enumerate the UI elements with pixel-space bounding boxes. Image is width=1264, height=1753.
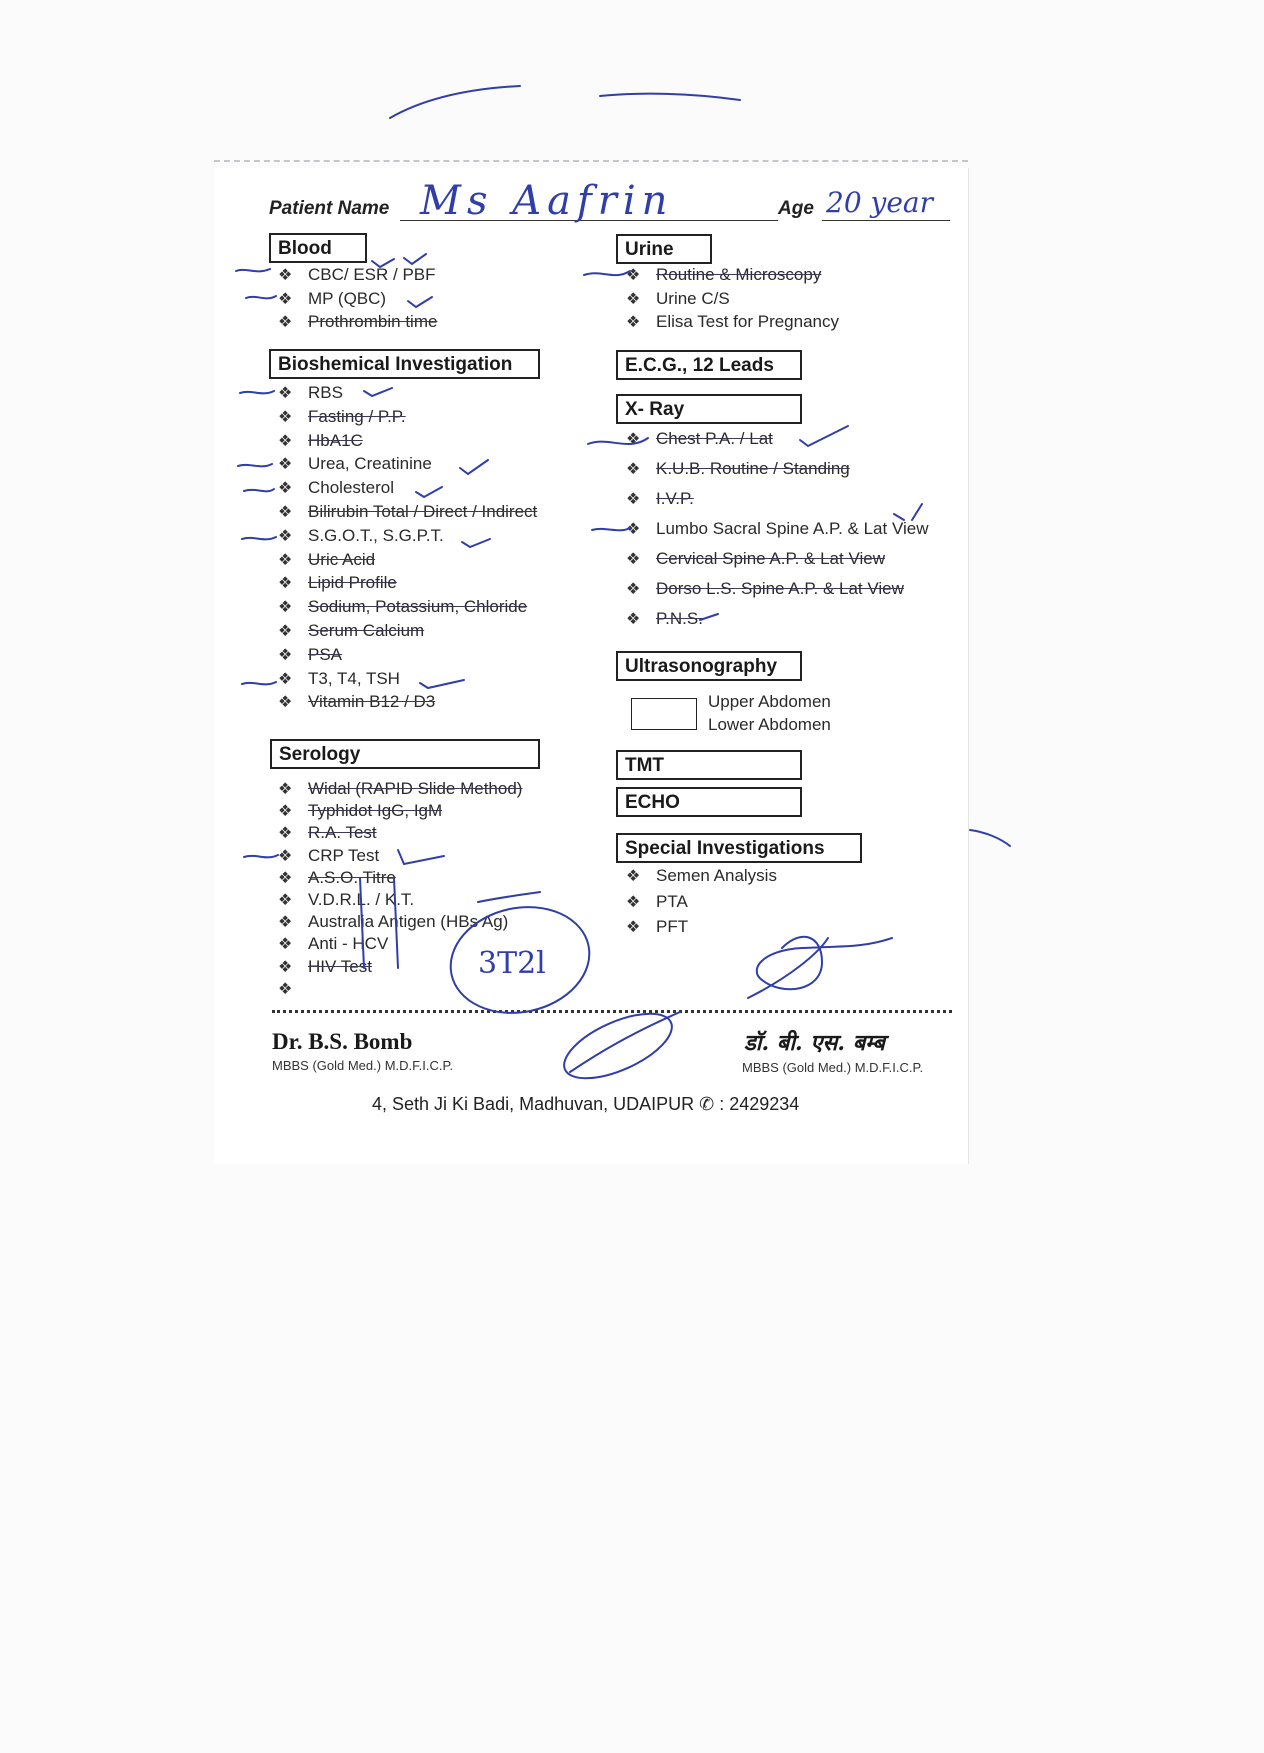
patient-name-label: Patient Name: [269, 198, 390, 219]
list-item-label: Lumbo Sacral Spine A.P. & Lat View: [656, 519, 929, 538]
list-item-label: Urea, Creatinine: [308, 454, 432, 473]
usg-lower-abdomen: Lower Abdomen: [708, 715, 831, 734]
diamond-bullet-icon: ❖: [278, 480, 293, 497]
diamond-bullet-icon: ❖: [278, 914, 293, 931]
list-item: [278, 407, 406, 427]
list-item-label: Prothrombin time: [308, 312, 438, 331]
diamond-bullet-icon: ❖: [278, 552, 293, 569]
list-item: [278, 597, 527, 617]
list-item: [278, 912, 508, 932]
patient-name-value: Ms Aafrin: [420, 178, 674, 224]
list-item: [278, 934, 388, 954]
list-item: [278, 801, 442, 821]
clinic-address: 4, Seth Ji Ki Badi, Madhuvan, UDAIPUR ✆ : 2429234: [372, 1094, 800, 1114]
diamond-bullet-icon: ❖: [626, 491, 641, 508]
list-item-label: Widal (RAPID Slide Method): [308, 779, 523, 798]
list-item: [626, 519, 929, 539]
diamond-bullet-icon: ❖: [626, 461, 641, 478]
list-item-label: V.D.R.L. / K.T.: [308, 890, 415, 909]
section-urine: Urine: [616, 234, 712, 264]
list-item: [626, 289, 730, 309]
diamond-bullet-icon: ❖: [278, 936, 293, 953]
list-item-label: HbA1C: [308, 431, 363, 450]
list-item: [626, 892, 688, 912]
list-item: [626, 579, 904, 599]
doctor-name: Dr. B.S. Bomb: [272, 1029, 413, 1054]
ultrasound-checkbox: [631, 698, 697, 730]
diamond-bullet-icon: ❖: [278, 981, 293, 998]
list-item: [278, 868, 396, 888]
section-special-investigations: Special Investigations: [616, 833, 862, 863]
diamond-bullet-icon: ❖: [278, 433, 293, 450]
list-item: [278, 265, 436, 285]
list-item: [278, 779, 522, 799]
diamond-bullet-icon: ❖: [278, 803, 293, 820]
diamond-bullet-icon: ❖: [278, 647, 293, 664]
diamond-bullet-icon: ❖: [278, 694, 293, 711]
diamond-bullet-icon: ❖: [278, 409, 293, 426]
list-item: [278, 846, 379, 866]
list-item: [626, 609, 703, 629]
diamond-bullet-icon: ❖: [626, 521, 641, 538]
list-item: [626, 917, 688, 937]
stray-pen-stroke: [970, 830, 1010, 846]
diamond-bullet-icon: ❖: [278, 623, 293, 640]
list-item-label: Cholesterol: [308, 478, 394, 497]
list-item: [278, 502, 537, 522]
doctor-qualification-left: MBBS (Gold Med.) M.D.F.I.C.P.: [272, 1058, 454, 1073]
section-serology: Serology: [270, 739, 540, 769]
list-item: [278, 621, 424, 641]
diamond-bullet-icon: ❖: [626, 267, 641, 284]
list-item-label: T3, T4, TSH: [308, 669, 400, 688]
list-item-label: HIV Test: [308, 957, 372, 976]
list-item-label: S.G.O.T., S.G.P.T.: [308, 526, 444, 545]
diamond-bullet-icon: ❖: [278, 314, 293, 331]
list-item-label: Fasting / P.P.: [308, 407, 406, 426]
list-item-label: CRP Test: [308, 846, 380, 865]
diamond-bullet-icon: ❖: [626, 868, 641, 885]
diamond-bullet-icon: ❖: [278, 575, 293, 592]
list-item-label: Uric Acid: [308, 550, 376, 569]
list-item-label: Cervical Spine A.P. & Lat View: [656, 549, 886, 568]
section-blood: Blood: [269, 233, 367, 263]
diamond-bullet-icon: ❖: [626, 581, 641, 598]
section-biochemical: Bioshemical Investigation: [269, 349, 540, 379]
age-value: 20 year: [826, 186, 933, 219]
stray-pen-stroke: [390, 86, 520, 118]
list-item-label: PSA: [308, 645, 343, 664]
list-item: [278, 692, 435, 712]
handwritten-circled-note: 3T2l: [478, 946, 546, 981]
list-item-label: Bilirubin Total / Direct / Indirect: [308, 502, 538, 521]
list-item: [626, 489, 694, 509]
list-item-label: Serum Calcium: [308, 621, 425, 640]
list-item-label: Urine C/S: [656, 289, 730, 308]
list-item-label: MP (QBC): [308, 289, 387, 308]
list-item-label: Vitamin B12 / D3: [308, 692, 436, 711]
list-item: [278, 669, 400, 689]
diamond-bullet-icon: ❖: [626, 291, 641, 308]
list-item: [278, 645, 342, 665]
diamond-bullet-icon: ❖: [278, 291, 293, 308]
diamond-bullet-icon: ❖: [278, 267, 293, 284]
diamond-bullet-icon: ❖: [626, 919, 641, 936]
list-item-label: Australia Antigen (HBs Ag): [308, 912, 509, 931]
list-item-label: Routine & Microscopy: [656, 265, 822, 284]
diamond-bullet-icon: ❖: [278, 825, 293, 842]
list-item-label: PFT: [656, 917, 689, 936]
list-item-label: A.S.O. Titre: [308, 868, 396, 887]
diamond-bullet-icon: ❖: [278, 599, 293, 616]
section-echo: ECHO: [616, 787, 802, 817]
list-item-label: R.A. Test: [308, 823, 377, 842]
section-ultrasonography: Ultrasonography: [616, 651, 802, 681]
stray-pen-stroke: [600, 94, 740, 100]
diamond-bullet-icon: ❖: [626, 314, 641, 331]
section-xray: X- Ray: [616, 394, 802, 424]
age-label: Age: [778, 198, 814, 219]
list-item-label: Chest P.A. / Lat: [656, 429, 773, 448]
diamond-bullet-icon: ❖: [278, 456, 293, 473]
list-item-label: K.U.B. Routine / Standing: [656, 459, 850, 478]
diamond-bullet-icon: ❖: [278, 781, 293, 798]
section-tmt: TMT: [616, 750, 802, 780]
list-item: [278, 573, 397, 593]
footer-divider: [272, 1010, 952, 1013]
list-item: [626, 866, 777, 886]
list-item-label: RBS: [308, 383, 343, 402]
list-item: [626, 459, 850, 479]
diamond-bullet-icon: ❖: [278, 959, 293, 976]
list-item-label: I.V.P.: [656, 489, 694, 508]
list-item-label: Sodium, Potassium, Chloride: [308, 597, 528, 616]
list-item: [278, 957, 372, 977]
list-item: [278, 890, 414, 910]
list-item-label: CBC/ ESR / PBF: [308, 265, 436, 284]
diamond-bullet-icon: ❖: [626, 551, 641, 568]
diamond-bullet-icon: ❖: [626, 431, 641, 448]
diamond-bullet-icon: ❖: [278, 504, 293, 521]
list-item: [278, 454, 432, 474]
doctor-name-hindi: डॉ. बी. एस. बम्ब: [744, 1030, 885, 1056]
list-item-label: Lipid Profile: [308, 573, 397, 592]
diamond-bullet-icon: ❖: [278, 848, 293, 865]
usg-upper-abdomen: Upper Abdomen: [708, 692, 831, 711]
list-item: [278, 312, 437, 332]
list-item-label: Anti - HCV: [308, 934, 389, 953]
list-item-label: PTA: [656, 892, 688, 911]
list-item: [626, 549, 885, 569]
list-item: [626, 265, 821, 285]
list-item: [626, 429, 773, 449]
list-item: [278, 289, 386, 309]
list-item-label: P.N.S.: [656, 609, 703, 628]
list-item: [278, 478, 394, 498]
list-item: [278, 823, 377, 843]
list-item: [278, 526, 444, 546]
diamond-bullet-icon: ❖: [278, 892, 293, 909]
list-item: [278, 550, 375, 570]
list-item-label: Elisa Test for Pregnancy: [656, 312, 839, 331]
list-item-label: Semen Analysis: [656, 866, 777, 885]
list-item: [278, 431, 363, 451]
diamond-bullet-icon: ❖: [278, 671, 293, 688]
list-item-label: Typhidot IgG, IgM: [308, 801, 443, 820]
list-item: [626, 312, 839, 332]
diamond-bullet-icon: ❖: [278, 870, 293, 887]
section-ecg: E.C.G., 12 Leads: [616, 350, 802, 380]
diamond-bullet-icon: ❖: [278, 528, 293, 545]
diamond-bullet-icon: ❖: [626, 894, 641, 911]
diamond-bullet-icon: ❖: [278, 385, 293, 402]
diamond-bullet-icon: ❖: [626, 611, 641, 628]
list-item-label: Dorso L.S. Spine A.P. & Lat View: [656, 579, 904, 598]
list-item: [278, 979, 308, 999]
doctor-qualification-right: MBBS (Gold Med.) M.D.F.I.C.P.: [742, 1060, 924, 1075]
list-item: [278, 383, 343, 403]
